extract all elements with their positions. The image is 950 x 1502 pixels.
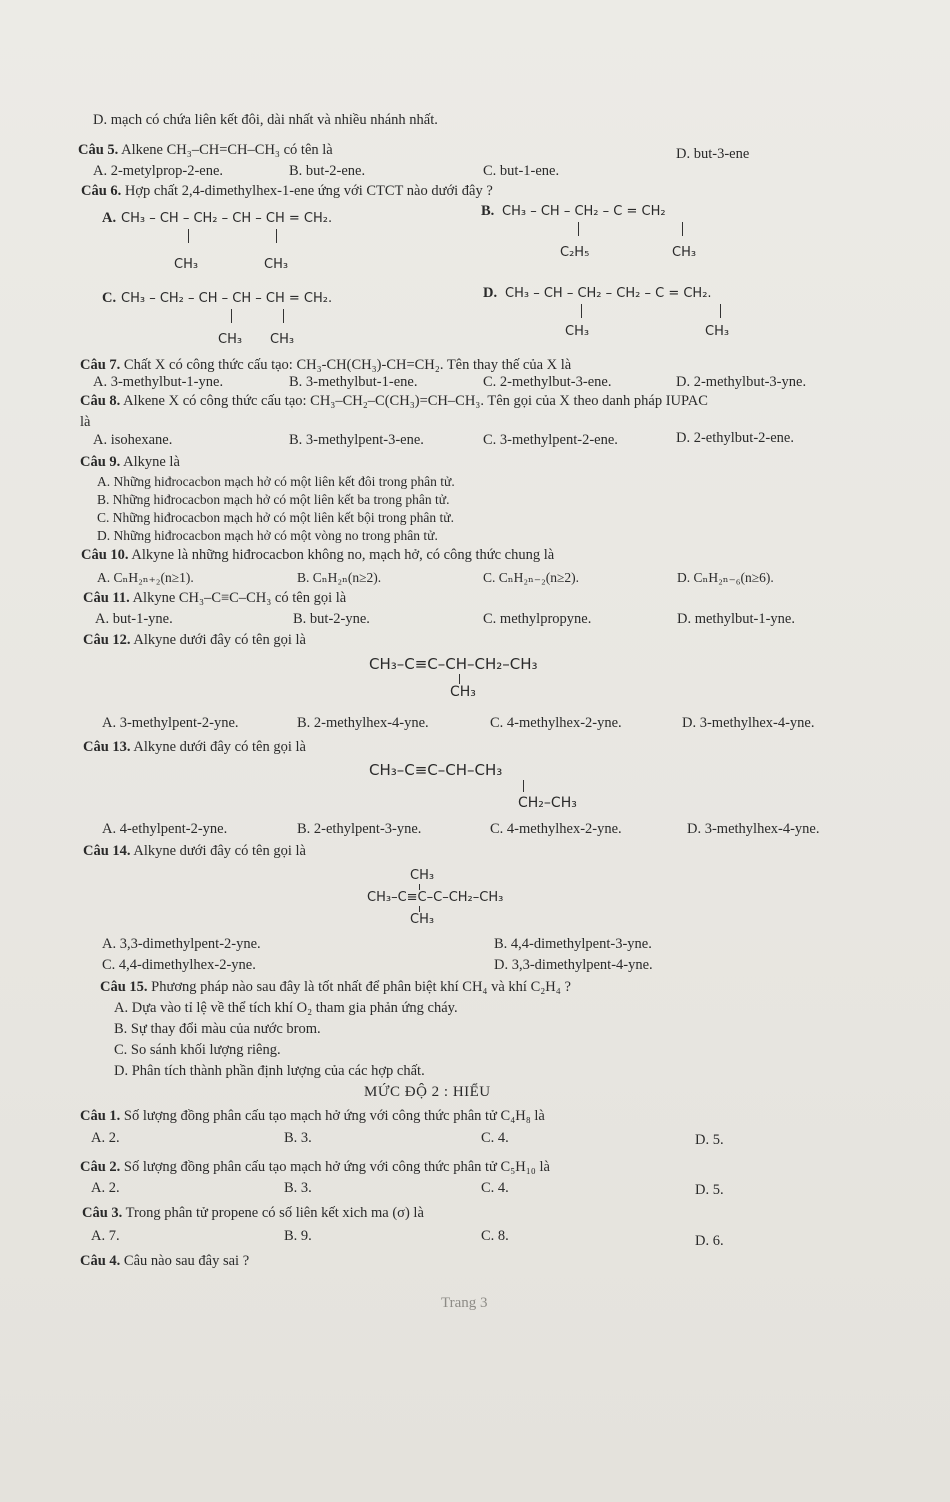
level2-question-4-label: Câu 4. [80, 1253, 121, 1269]
q10-option-b: B. CₙH₂ₙ(n≥2). [297, 570, 382, 585]
level2-question-2-label: Câu 2. [80, 1159, 121, 1175]
level2-question-1-stem: Số lượng đồng phân cấu tạo mạch hở ứng với công thức phân tử C₄H₈ là [123, 1108, 545, 1124]
level2-question-3-label: Câu 3. [82, 1205, 123, 1221]
q6-d-bond-1 [581, 304, 582, 318]
l2q3-option-a: A. 7. [91, 1228, 120, 1244]
q6-c-bond-1 [231, 309, 232, 323]
q11-option-d: D. methylbut-1-yne. [677, 611, 795, 627]
question-14-label: Câu 14. [83, 843, 131, 859]
q12-option-c: C. 4-methylhex-2-yne. [490, 715, 622, 731]
question-8-stem: Alkene X có công thức cấu tạo: CH₃–CH₂–C(CH₃)=CH–CH₃. Tên gọi của X theo danh pháp IUPAC [123, 393, 708, 409]
q9-option-c: C. Những hiđrocacbon mạch hở có một liên kết bội trong phân tử. [97, 510, 454, 525]
q14-option-c: C. 4,4-dimethylhex-2-yne. [102, 957, 256, 973]
q9-option-d: D. Những hiđrocacbon mạch hở có một vòng no trong phân tử. [97, 528, 438, 543]
q13-branch: CH₂–CH₃ [518, 795, 577, 811]
question-5 [78, 142, 333, 159]
q13-option-d: D. 3-methylhex-4-yne. [687, 821, 820, 837]
q11-option-a: A. but-1-yne. [95, 611, 173, 627]
l2q2-option-b: B. 3. [284, 1180, 312, 1196]
q6-c-bond-2 [283, 309, 284, 323]
q6-d-bond-2 [720, 304, 721, 318]
level2-question-3 [82, 1205, 424, 1222]
question-7 [80, 357, 571, 374]
q6-a-bond-2 [276, 229, 277, 243]
q6-option-d-formula: CH₃ – CH – CH₂ – CH₂ – C = CH₂. [505, 286, 712, 301]
q6-c-branch-1: CH₃ [218, 332, 243, 347]
question-8-stem-cont: là [80, 414, 91, 430]
q7-option-a: A. 3-methylbut-1-yne. [93, 374, 224, 390]
question-13-label: Câu 13. [83, 739, 131, 755]
question-10-label: Câu 10. [81, 547, 129, 563]
q6-b-branch-1: C₂H₅ [560, 245, 590, 260]
q7-option-d: D. 2-methylbut-3-yne. [676, 374, 807, 390]
question-9-label: Câu 9. [80, 454, 121, 470]
q6-a-bond-1 [188, 229, 189, 243]
q6-d-branch-2: CH₃ [705, 324, 730, 339]
question-10-stem: Alkyne là những hiđrocacbon không no, mạch hở, có công thức chung là [131, 547, 555, 563]
q14-branch-bottom: CH₃ [410, 912, 435, 927]
question-6-label: Câu 6. [81, 183, 122, 199]
q13-bond [523, 780, 524, 792]
l2q2-option-c: C. 4. [481, 1180, 509, 1196]
q6-a-branch-1: CH₃ [174, 257, 199, 272]
question-12 [83, 632, 306, 649]
q6-b-bond-1 [578, 222, 579, 236]
q12-option-b: B. 2-methylhex-4-yne. [297, 715, 429, 731]
question-10 [81, 547, 554, 564]
l2q2-option-d: D. 5. [695, 1182, 724, 1198]
q10-option-c: C. CₙH₂ₙ₋₂(n≥2). [483, 570, 580, 585]
question-8-label: Câu 8. [80, 393, 121, 409]
q5-option-b: B. but-2-ene. [289, 163, 366, 179]
level2-question-2 [80, 1159, 550, 1176]
question-11-label: Câu 11. [83, 590, 130, 606]
q5-option-a: A. 2-metylprop-2-ene. [93, 163, 224, 179]
question-12-label: Câu 12. [83, 632, 131, 648]
q6-b-branch-2: CH₃ [672, 245, 697, 260]
question-7-stem: Chất X có công thức cấu tạo: CH₃-CH(CH₃)-CH=CH₂. Tên thay thế của X là [123, 357, 572, 373]
q6-option-b-formula: CH₃ – CH – CH₂ – C = CH₂ [502, 204, 666, 219]
question-7-label: Câu 7. [80, 357, 121, 373]
q9-option-b: B. Những hiđrocacbon mạch hở có một liên kết ba trong phân tử. [97, 492, 450, 507]
q8-option-d: D. 2-ethylbut-2-ene. [676, 430, 794, 446]
question-12-stem: Alkyne dưới đây có tên gọi là [133, 632, 306, 648]
q7-option-c: C. 2-methylbut-3-ene. [483, 374, 612, 390]
q6-option-a-formula: CH₃ – CH – CH₂ – CH – CH = CH₂. [121, 211, 333, 226]
page-number: Trang 3 [441, 1295, 488, 1311]
question-15-label: Câu 15. [100, 979, 148, 995]
question-9 [80, 454, 180, 471]
previous-question-option-d: D. mạch có chứa liên kết đôi, dài nhất và nhiều nhánh nhất. [93, 112, 438, 128]
question-13-stem: Alkyne dưới đây có tên gọi là [133, 739, 306, 755]
level2-question-1-label: Câu 1. [80, 1108, 121, 1124]
question-9-stem: Alkyne là [123, 454, 180, 470]
q15-option-b: B. Sự thay đổi màu của nước brom. [114, 1021, 321, 1037]
q12-branch: CH₃ [450, 684, 476, 700]
level2-question-2-stem: Số lượng đồng phân cấu tạo mạch hở ứng với công thức phân tử C₅H₁₀ là [123, 1159, 550, 1175]
q11-option-c: C. methylpropyne. [483, 611, 592, 627]
q12-option-a: A. 3-methylpent-2-yne. [102, 715, 239, 731]
q13-structural-formula: CH₃–C≡C–CH–CH₃ [369, 761, 503, 779]
question-14-stem: Alkyne dưới đây có tên gọi là [133, 843, 306, 859]
q7-option-b: B. 3-methylbut-1-ene. [289, 374, 418, 390]
question-6 [81, 183, 493, 200]
q6-option-c-label: C. [102, 290, 117, 306]
question-15-stem: Phương pháp nào sau đây là tốt nhất để phân biệt khí CH₄ và khí C₂H₄ ? [151, 979, 571, 995]
l2q1-option-d: D. 5. [695, 1132, 724, 1148]
q9-option-a: A. Những hiđrocacbon mạch hở có một liên kết đôi trong phân tử. [97, 474, 455, 489]
q8-option-c: C. 3-methylpent-2-ene. [483, 432, 618, 448]
question-11-stem: Alkyne CH₃–C≡C–CH₃ có tên gọi là [132, 590, 347, 606]
l2q3-option-c: C. 8. [481, 1228, 509, 1244]
q15-option-a: A. Dựa vào tỉ lệ về thể tích khí O₂ tham gia phản ứng cháy. [114, 1000, 458, 1016]
q8-option-a: A. isohexane. [93, 432, 173, 448]
question-13 [83, 739, 306, 756]
level2-question-1 [80, 1108, 545, 1125]
q6-option-a-label: A. [102, 210, 117, 226]
q5-option-d: D. but-3-ene [676, 146, 750, 162]
section-heading: MỨC ĐỘ 2 : HIỂU [364, 1084, 491, 1100]
q8-option-b: B. 3-methylpent-3-ene. [289, 432, 424, 448]
q6-d-branch-1: CH₃ [565, 324, 590, 339]
question-5-stem: Alkene CH₃–CH=CH–CH₃ có tên là [121, 142, 333, 158]
level2-question-4-stem: Câu nào sau đây sai ? [123, 1253, 250, 1269]
l2q1-option-c: C. 4. [481, 1130, 509, 1146]
level2-question-3-stem: Trong phân tử propene có số liên kết xich ma (σ) là [125, 1205, 424, 1221]
q13-option-b: B. 2-ethylpent-3-yne. [297, 821, 422, 837]
l2q3-option-d: D. 6. [695, 1233, 724, 1249]
question-14 [83, 843, 306, 860]
q14-option-b: B. 4,4-dimethylpent-3-yne. [494, 936, 652, 952]
l2q3-option-b: B. 9. [284, 1228, 312, 1244]
q14-option-a: A. 3,3-dimethylpent-2-yne. [102, 936, 261, 952]
q6-option-c-formula: CH₃ – CH₂ – CH – CH – CH = CH₂. [121, 291, 333, 306]
level2-question-4 [80, 1253, 249, 1270]
q12-option-d: D. 3-methylhex-4-yne. [682, 715, 815, 731]
q14-branch-top: CH₃ [410, 868, 435, 883]
question-15 [100, 979, 571, 996]
l2q1-option-a: A. 2. [91, 1130, 120, 1146]
q5-option-c: C. but-1-ene. [483, 163, 560, 179]
question-6-stem: Hợp chất 2,4-dimethylhex-1-ene ứng với CTCT nào dưới đây ? [124, 183, 493, 199]
q6-option-d-label: D. [483, 285, 498, 301]
l2q1-option-b: B. 3. [284, 1130, 312, 1146]
q15-option-d: D. Phân tích thành phần định lượng của các hợp chất. [114, 1063, 425, 1079]
question-8 [80, 393, 708, 410]
q10-option-a: A. CₙH₂ₙ₊₂(n≥1). [97, 570, 194, 585]
q6-b-bond-2 [682, 222, 683, 236]
q12-bond [459, 674, 460, 684]
l2q2-option-a: A. 2. [91, 1180, 120, 1196]
q12-structural-formula: CH₃–C≡C–CH–CH₂–CH₃ [369, 655, 538, 673]
q13-option-c: C. 4-methylhex-2-yne. [490, 821, 622, 837]
question-11 [83, 590, 346, 607]
q6-c-branch-2: CH₃ [270, 332, 295, 347]
q6-option-b-label: B. [481, 203, 495, 219]
q13-option-a: A. 4-ethylpent-2-yne. [102, 821, 228, 837]
q14-structural-formula: CH₃–C≡C–C–CH₂–CH₃ [367, 890, 504, 905]
question-5-label: Câu 5. [78, 142, 119, 158]
q11-option-b: B. but-2-yne. [293, 611, 370, 627]
q14-option-d: D. 3,3-dimethylpent-4-yne. [494, 957, 653, 973]
q6-a-branch-2: CH₃ [264, 257, 289, 272]
q10-option-d: D. CₙH₂ₙ₋₆(n≥6). [677, 570, 774, 585]
q15-option-c: C. So sánh khối lượng riêng. [114, 1042, 281, 1058]
